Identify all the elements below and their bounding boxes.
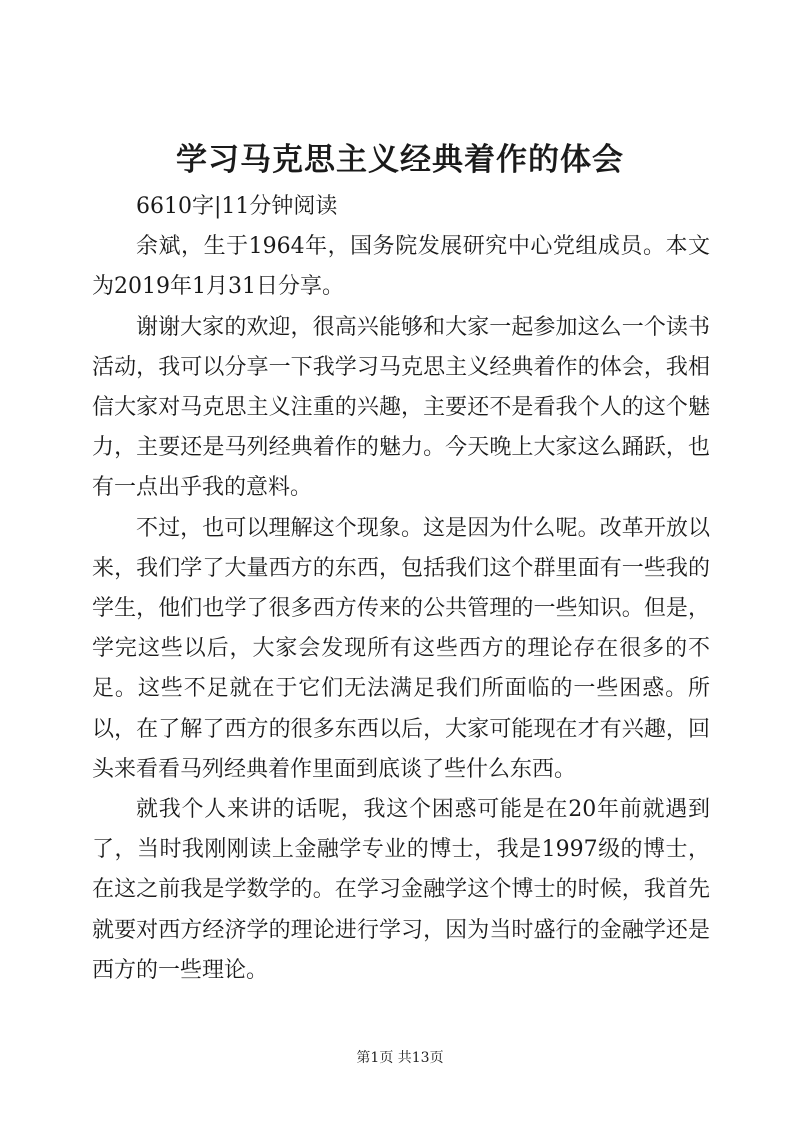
- paragraph-3: 不过，也可以理解这个现象。这是因为什么呢。改革开放以来，我们学了大量西方的东西，包括我们这个群里面有一些我的学生，他们也学了很多西方传来的公共管理的一些知识。但是，学完这些以后，大家会发现所有这些西方的理论存在很多的不足。这些不足就在于它们无法满足我们所面临的一些困惑。所以，在了解了西方的很多东西以后，大家可能现在才有兴趣，回头来看看马列经典着作里面到底谈了些什么东西。: [92, 515, 710, 782]
- paragraph-1: 余斌，生于1964年，国务院发展研究中心党组成员。本文为2019年1月31日分享。: [92, 234, 710, 300]
- reading-meta: 6610字|11分钟阅读: [136, 194, 338, 219]
- page-footer: 第1页 共13页: [356, 1050, 444, 1066]
- document-title: 学习马克思主义经典着作的体会: [176, 142, 624, 178]
- paragraph-4: 就我个人来讲的话呢，我这个困惑可能是在20年前就遇到了，当时我刚刚读上金融学专业的博士，我是1997级的博士，在这之前我是学数学的。在学习金融学这个博士的时候，我首先就要对西方经济学的理论进行学习，因为当时盛行的金融学还是西方的一些理论。: [92, 797, 710, 983]
- document-body: [92, 187, 710, 991]
- paragraph-2: 谢谢大家的欢迎，很高兴能够和大家一起参加这么一个读书活动，我可以分享一下我学习马克思主义经典着作的体会，我相信大家对马克思主义注重的兴趣，主要还不是看我个人的这个魅力，主要还是马列经典着作的魅力。今天晚上大家这么踊跃，也有一点出乎我的意料。: [92, 314, 710, 501]
